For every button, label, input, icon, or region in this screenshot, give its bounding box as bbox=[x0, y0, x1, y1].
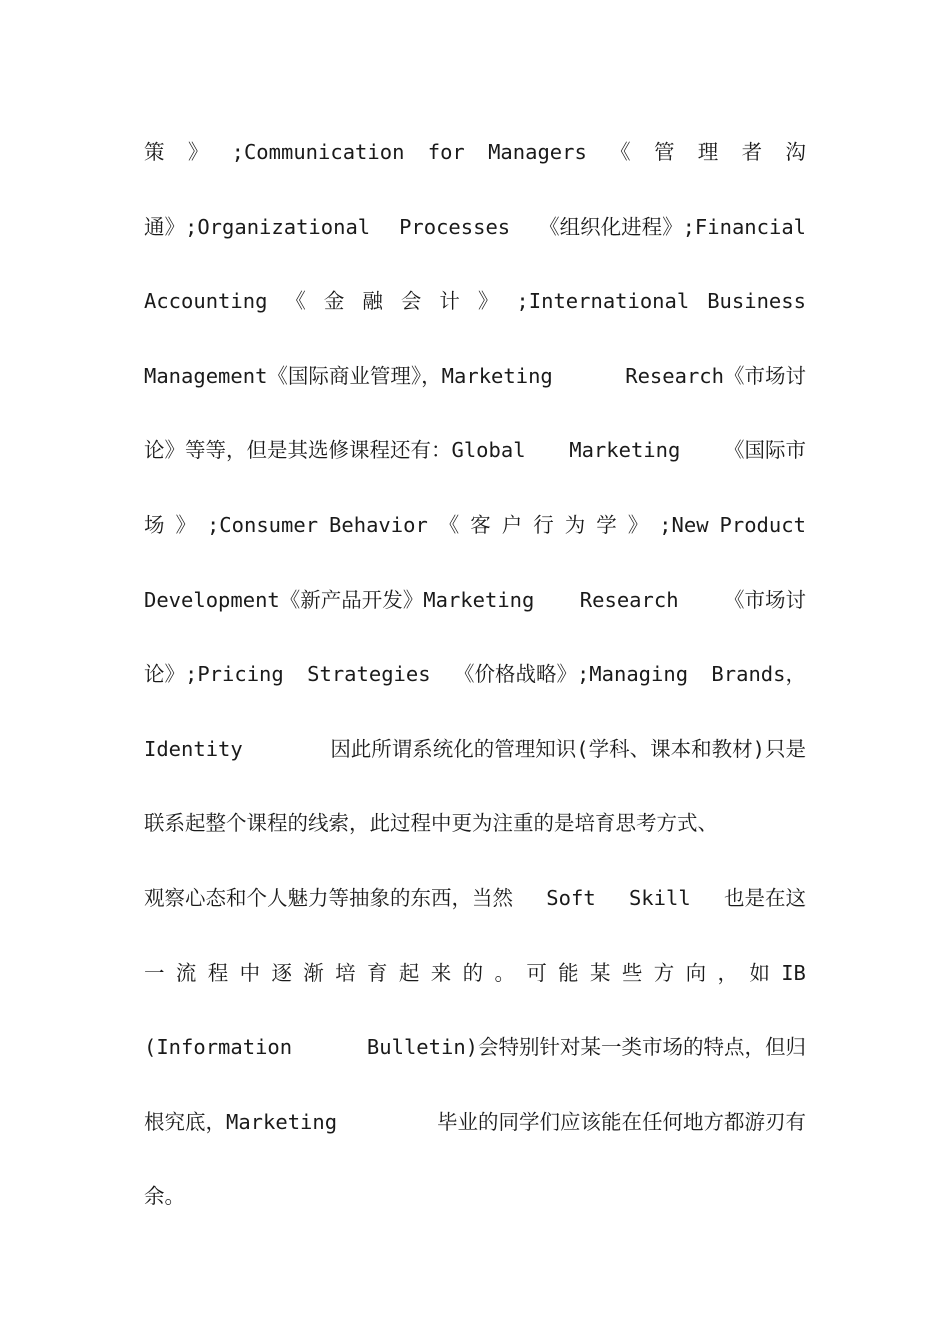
text-line: 场 》 ;Consumer Behavior 《 客 户 行 为 学 》 ;New Product bbox=[144, 512, 806, 537]
text-line: 联系起整个课程的线索，此过程中更为注重的是培育思考方式、 bbox=[144, 811, 718, 836]
text-line: (Information Bulletin)会特别针对某一类市场的特点，但归 bbox=[144, 1035, 806, 1060]
text-line: 观察心态和个人魅力等抽象的东西，当然 Soft Skill 也是在这 bbox=[144, 885, 806, 910]
text-line: 一 流 程 中 逐 渐 培 育 起 来 的 。 可 能 某 些 方 向 ， 如 IB bbox=[144, 960, 806, 985]
text-line: 通》;Organizational Processes 《组织化进程》;Financial bbox=[144, 214, 806, 239]
text-line: 论》;Pricing Strategies 《价格战略》;Managing Brands， bbox=[144, 662, 806, 687]
text-line: Identity 因此所谓系统化的管理知识(学科、课本和教材)只是 bbox=[144, 736, 806, 761]
body-text bbox=[144, 132, 806, 1251]
text-line: Development《新产品开发》Marketing Research 《市场讨 bbox=[144, 587, 806, 612]
text-line: 根究底，Marketing 毕业的同学们应该能在任何地方都游刃有 bbox=[144, 1109, 806, 1134]
text-line: Accounting 《 金 融 会 计 》 ;International Business bbox=[144, 289, 806, 314]
text-line: Management《国际商业管理》，Marketing Research《市场讨 bbox=[144, 363, 806, 388]
text-line: 论》等等，但是其选修课程还有：Global Marketing 《国际市 bbox=[144, 438, 806, 463]
text-line: 策 》 ;Communication for Managers 《 管 理 者 沟 bbox=[144, 140, 806, 164]
text-line-last: 余。 bbox=[144, 1184, 185, 1209]
